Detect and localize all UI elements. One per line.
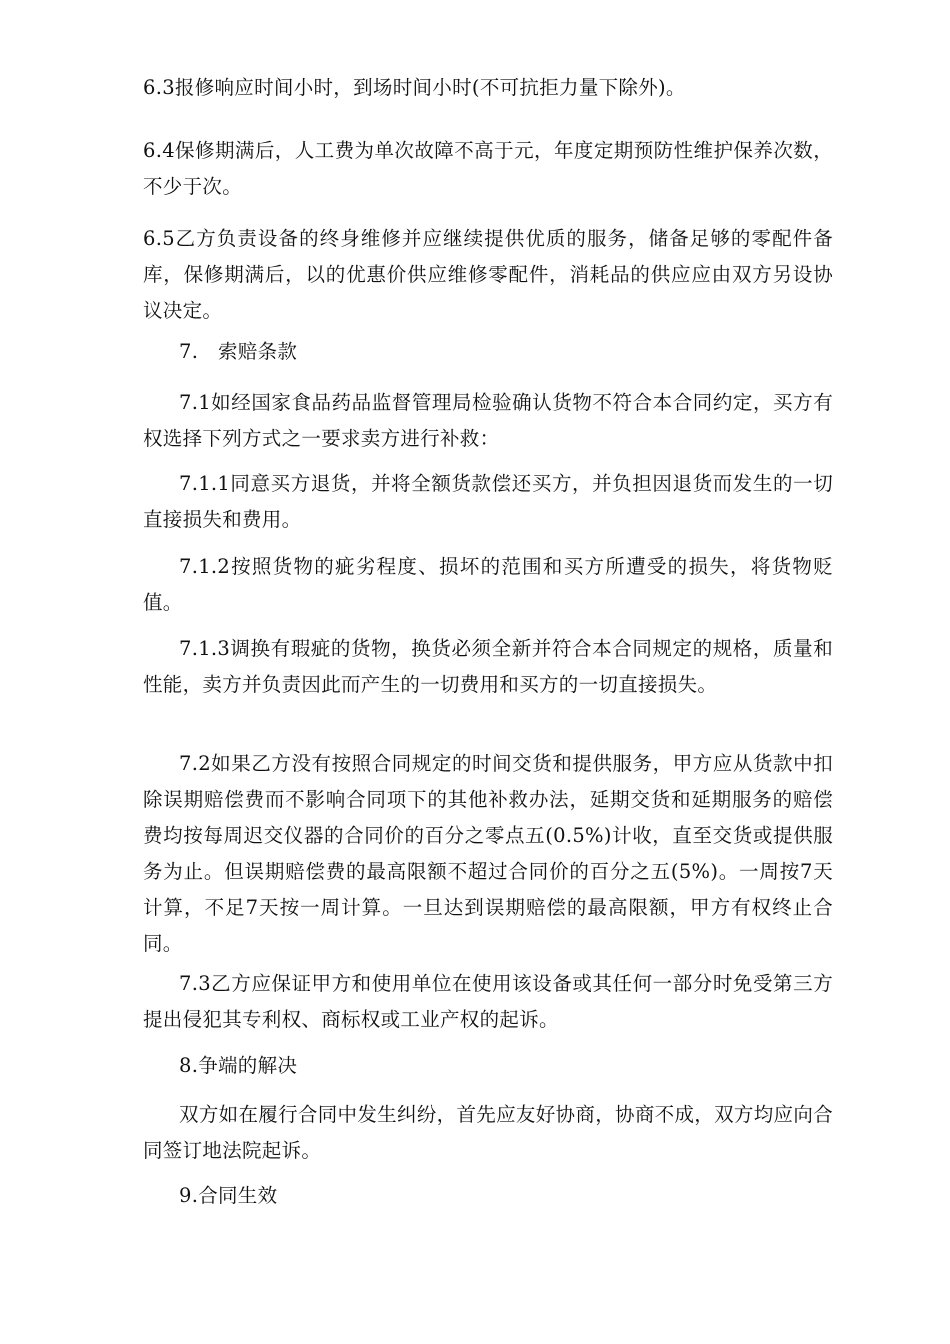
clause-6-3: 6.3报修响应时间小时，到场时间小时(不可抗拒力量下除外)。: [143, 76, 686, 99]
section-8-heading: 8.争端的解决: [179, 1054, 298, 1077]
clause-7-2: 7.2如果乙方没有按照合同规定的时间交货和提供服务，甲方应从货款中扣除误期赔偿费而不影响合同项下的其他补救办法，延期交货和延期服务的赔偿费均按每周迟交仪器的合同价的百分之零点五(0.5%)计收，直至交货或提供服务为止。但误期赔偿费的最高限额不超过合同价的百分之五(5%)。一周按7天计算，不足7天按一周计算。一旦达到误期赔偿的最高限额，甲方有权终止合同。: [143, 752, 833, 955]
clause-7-1-3: 7.1.3调换有瑕疵的货物，换货必须全新并符合本合同规定的规格，质量和性能，卖方并负责因此而产生的一切费用和买方的一切直接损失。: [143, 637, 833, 696]
clause-7-1-2: 7.1.2按照货物的疵劣程度、损坏的范围和买方所遭受的损失，将货物贬值。: [143, 555, 833, 614]
section-7-heading: 7. 索赔条款: [179, 340, 298, 363]
section-9-heading: 9.合同生效: [179, 1184, 278, 1207]
clause-7-3: 7.3乙方应保证甲方和使用单位在使用该设备或其任何一部分时免受第三方提出侵犯其专利权、商标权或工业产权的起诉。: [143, 972, 833, 1031]
clause-6-5: 6.5乙方负责设备的终身维修并应继续提供优质的服务，储备足够的零配件备库，保修期满后，以的优惠价供应维修零配件，消耗品的供应应由双方另设协议决定。: [143, 227, 833, 322]
clause-7-1-1: 7.1.1同意买方退货，并将全额货款偿还买方，并负担因退货而发生的一切直接损失和费用。: [143, 472, 833, 531]
clause-7-1: 7.1如经国家食品药品监督管理局检验确认货物不符合本合同约定，买方有权选择下列方式之一要求卖方进行补救：: [143, 391, 833, 450]
clause-6-4: 6.4保修期满后，人工费为单次故障不高于元，年度定期预防性维护保养次数，不少于次。: [143, 139, 833, 198]
section-8-body: 双方如在履行合同中发生纠纷，首先应友好协商，协商不成，双方均应向合同签订地法院起诉。: [143, 1103, 833, 1162]
